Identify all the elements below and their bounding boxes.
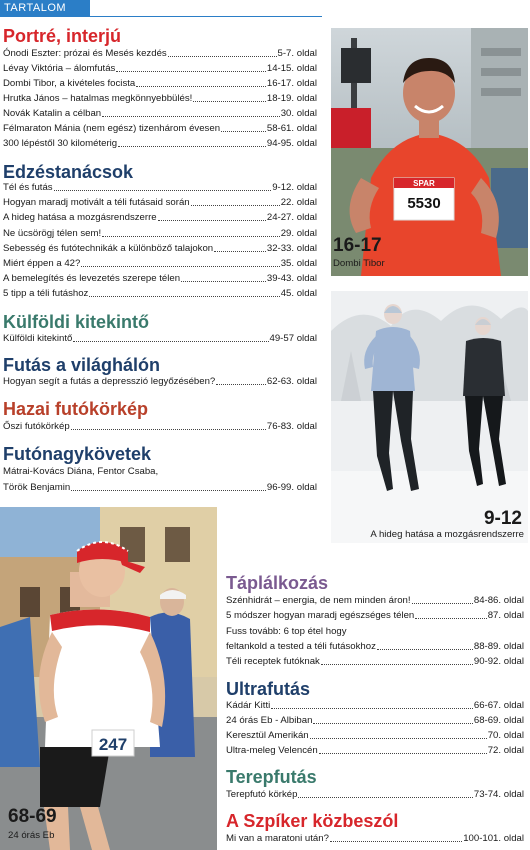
heading-terep: Terepfutás (226, 767, 317, 787)
toc-entry-title: Lévay Viktória – álomfutás (3, 63, 116, 74)
heading-portre: Portré, interjú (3, 26, 122, 46)
dot-leader (214, 251, 266, 252)
toc-entry-page: 62-63. oldal (266, 376, 317, 387)
toc-entry-title: Ne ücsörögj télen sem! (3, 227, 102, 239)
photo1-page-number: 16-17 (333, 235, 382, 256)
dot-leader (310, 738, 487, 739)
toc-entry (3, 243, 317, 255)
toc-entry (3, 333, 317, 345)
bib-number-247: 247 (98, 735, 128, 754)
toc-entry (3, 258, 317, 270)
toc-entry-title: Félmaraton Mánia (nem egész) tizenhárom évesen (3, 123, 221, 134)
toc-entry-page: 30. oldal (280, 108, 317, 119)
toc-entry-title: 5 módszer hogyan maradj egészséges télen (226, 610, 415, 622)
heading-kulfoldi: Külföldi kitekintő (3, 312, 149, 332)
photo2-page-number: 9-12 (483, 508, 522, 529)
toc-entry-page: 58-61. oldal (266, 123, 317, 134)
toc-entry-title: Tél és futás (3, 182, 53, 193)
toc-entry-title: Ultra-meleg Velencén (226, 745, 318, 757)
dot-leader (415, 618, 486, 619)
toc-entry (226, 656, 524, 668)
bib-number: 5530 (407, 195, 441, 212)
heading-edzes: Edzéstanácsok (3, 162, 134, 182)
photo-24h-race (0, 507, 217, 850)
toc-entry-page: 39-43. oldal (266, 273, 317, 285)
toc-entry-title: Kádár Kitti (226, 700, 271, 711)
toc-entry-title: 24 órás Eb - Albiban (226, 715, 313, 727)
toc-entry-title: Terepfutó körkép (226, 789, 298, 800)
toc-entry-title: Őszi futókörkép (3, 421, 70, 432)
toc-entry-page: 66-67. oldal (473, 700, 524, 711)
toc-entry (226, 745, 524, 757)
toc-entry-title: Hogyan maradj motivált a téli futásaid során (3, 197, 190, 209)
bib-brand: SPAR (413, 179, 435, 188)
dot-leader (193, 101, 266, 102)
toc-entry-title: Miért éppen a 42? (3, 258, 81, 269)
dot-leader (216, 384, 266, 385)
toc-entry-page: 76-83. oldal (266, 421, 317, 432)
toc-entry-page: 5-7. oldal (277, 48, 317, 59)
dot-leader (54, 190, 272, 191)
dot-leader (191, 205, 280, 206)
toc-entry-title: Téli receptek futóknak (226, 656, 320, 668)
toc-entry-page: 14-15. oldal (266, 63, 317, 74)
toc-entry (226, 833, 524, 845)
toc-entry (3, 212, 317, 224)
dot-leader (71, 429, 266, 430)
toc-entry-title: Hrutka János – hatalmas megkönnyebbülés! (3, 93, 193, 104)
photo3-caption: 24 órás Eb (8, 830, 55, 841)
toc-entry-title: Keresztül Amerikán (226, 730, 309, 742)
dot-leader (89, 296, 279, 297)
toc-entry-title: 300 lépéstől 30 kilométerig (3, 138, 118, 149)
toc-entry-title: Dombi Tibor, a kivételes focista (3, 78, 136, 89)
dot-leader (319, 753, 487, 754)
toc-entry (3, 93, 317, 105)
heading-szpiker: A Szpíker közbeszól (226, 811, 399, 831)
dot-leader (271, 708, 473, 709)
heading-vilaghalo: Futás a világhálón (3, 355, 161, 375)
toc-entry-page: 96-99. oldal (266, 482, 317, 493)
toc-entry-page: 87. oldal (487, 610, 524, 622)
heading-nagykovetek: Futónagykövetek (3, 444, 152, 464)
toc-entry-page: 16-17. oldal (266, 78, 317, 89)
toc-entry-title: Török Benjamin (3, 482, 71, 493)
dot-leader (321, 664, 473, 665)
toc-entry (3, 273, 317, 285)
dot-leader (377, 649, 473, 650)
toc-entry (3, 482, 317, 494)
dot-leader (71, 490, 266, 491)
toc-entry-title: A bemelegítés és levezetés szerepe télen (3, 273, 181, 285)
toc-entry-page: 94-95. oldal (266, 138, 317, 149)
heading-taplalkozas: Táplálkozás (226, 573, 329, 593)
toc-entry (226, 641, 524, 653)
dot-leader (221, 131, 266, 132)
toc-entry-title: Külföldi kitekintő (3, 333, 73, 344)
photo-winter-runners (331, 291, 528, 543)
toc-entry (3, 108, 317, 120)
toc-entry-title: Szénhidrát – energia, de nem minden áron! (226, 595, 411, 606)
toc-entry-title: A hideg hatása a mozgásrendszerre (3, 212, 157, 224)
dot-leader (102, 116, 280, 117)
toc-entry (3, 421, 317, 433)
section-tab: TARTALOM (0, 0, 90, 16)
toc-entry-page: 100-101. oldal (463, 833, 524, 844)
dot-leader (81, 266, 279, 267)
toc-entry-page: 70. oldal (487, 730, 524, 742)
toc-entry-page: 35. oldal (280, 258, 317, 269)
dot-leader (158, 220, 266, 221)
dot-leader (136, 86, 266, 87)
toc-entry (226, 789, 524, 801)
toc-entry-title: feltankold a tested a téli futásokhoz (226, 641, 376, 652)
toc-entry-page: 88-89. oldal (473, 641, 524, 652)
toc-entry-page: 73-74. oldal (473, 789, 524, 800)
toc-entry-page: 72. oldal (487, 745, 524, 757)
photo-dombi-tibor (331, 28, 528, 276)
toc-entry (3, 123, 317, 135)
dot-leader (412, 603, 473, 604)
tab-underline (0, 16, 322, 17)
dot-leader (168, 56, 277, 57)
toc-entry (3, 228, 317, 240)
toc-entry (3, 197, 317, 209)
toc-entry (3, 182, 317, 194)
toc-entry-page: 9-12. oldal (272, 182, 317, 193)
dot-leader (116, 71, 266, 72)
toc-entry (226, 610, 524, 622)
toc-entry-title: Mi van a maratoni után? (226, 833, 329, 844)
dot-leader (313, 723, 472, 724)
toc-entry-title: Novák Katalin a célban (3, 108, 102, 119)
photo2-caption: A hideg hatása a mozgásrendszerre (370, 529, 524, 540)
toc-entry (226, 715, 524, 727)
toc-entry-page: 18-19. oldal (266, 93, 317, 104)
toc-entry (226, 700, 524, 712)
dot-leader (298, 797, 472, 798)
toc-entry-page: 32-33. oldal (266, 242, 317, 254)
toc-entry-page: 90-92. oldal (473, 656, 524, 668)
toc-entry (3, 376, 317, 388)
photo1-caption: Dombi Tibor (333, 258, 385, 269)
toc-entry-title: Sebesség és futótechnikák a különböző talajokon (3, 242, 214, 254)
toc-entry-title: Hogyan segít a futás a depresszió legyőzésében? (3, 376, 216, 387)
toc-entry-page: 68-69. oldal (473, 715, 524, 727)
toc-entry-page: 22. oldal (280, 197, 317, 209)
toc-line-taplalkozas: Fuss tovább: 6 top étel hogy (226, 626, 347, 637)
toc-entry (3, 63, 317, 75)
toc-entry (3, 288, 317, 300)
dot-leader (102, 236, 280, 237)
toc-entry (3, 138, 317, 150)
toc-entry-page: 24-27. oldal (266, 212, 317, 224)
toc-entry-title: Ónodi Eszter: prózai és Mesés kezdés (3, 48, 167, 59)
dot-leader (118, 146, 266, 147)
toc-entry (226, 595, 524, 607)
dot-leader (73, 341, 268, 342)
toc-entry (3, 78, 317, 90)
toc-entry-page: 29. oldal (280, 227, 317, 239)
toc-entry-page: 84-86. oldal (473, 595, 524, 606)
toc-entry-page: 49-57 oldal (269, 333, 317, 344)
photo3-page-number: 68-69 (8, 806, 57, 827)
heading-hazai: Hazai futókörkép (3, 399, 149, 419)
toc-entry-title: 5 tipp a téli futáshoz (3, 288, 89, 300)
dot-leader (181, 281, 266, 282)
toc-entry (226, 730, 524, 742)
toc-entry-page: 45. oldal (280, 288, 317, 300)
toc-line-nagykovetek: Mátrai-Kovács Diána, Fentor Csaba, (3, 466, 159, 477)
dot-leader (330, 841, 462, 842)
heading-ultra: Ultrafutás (226, 679, 311, 699)
toc-entry (3, 48, 317, 60)
